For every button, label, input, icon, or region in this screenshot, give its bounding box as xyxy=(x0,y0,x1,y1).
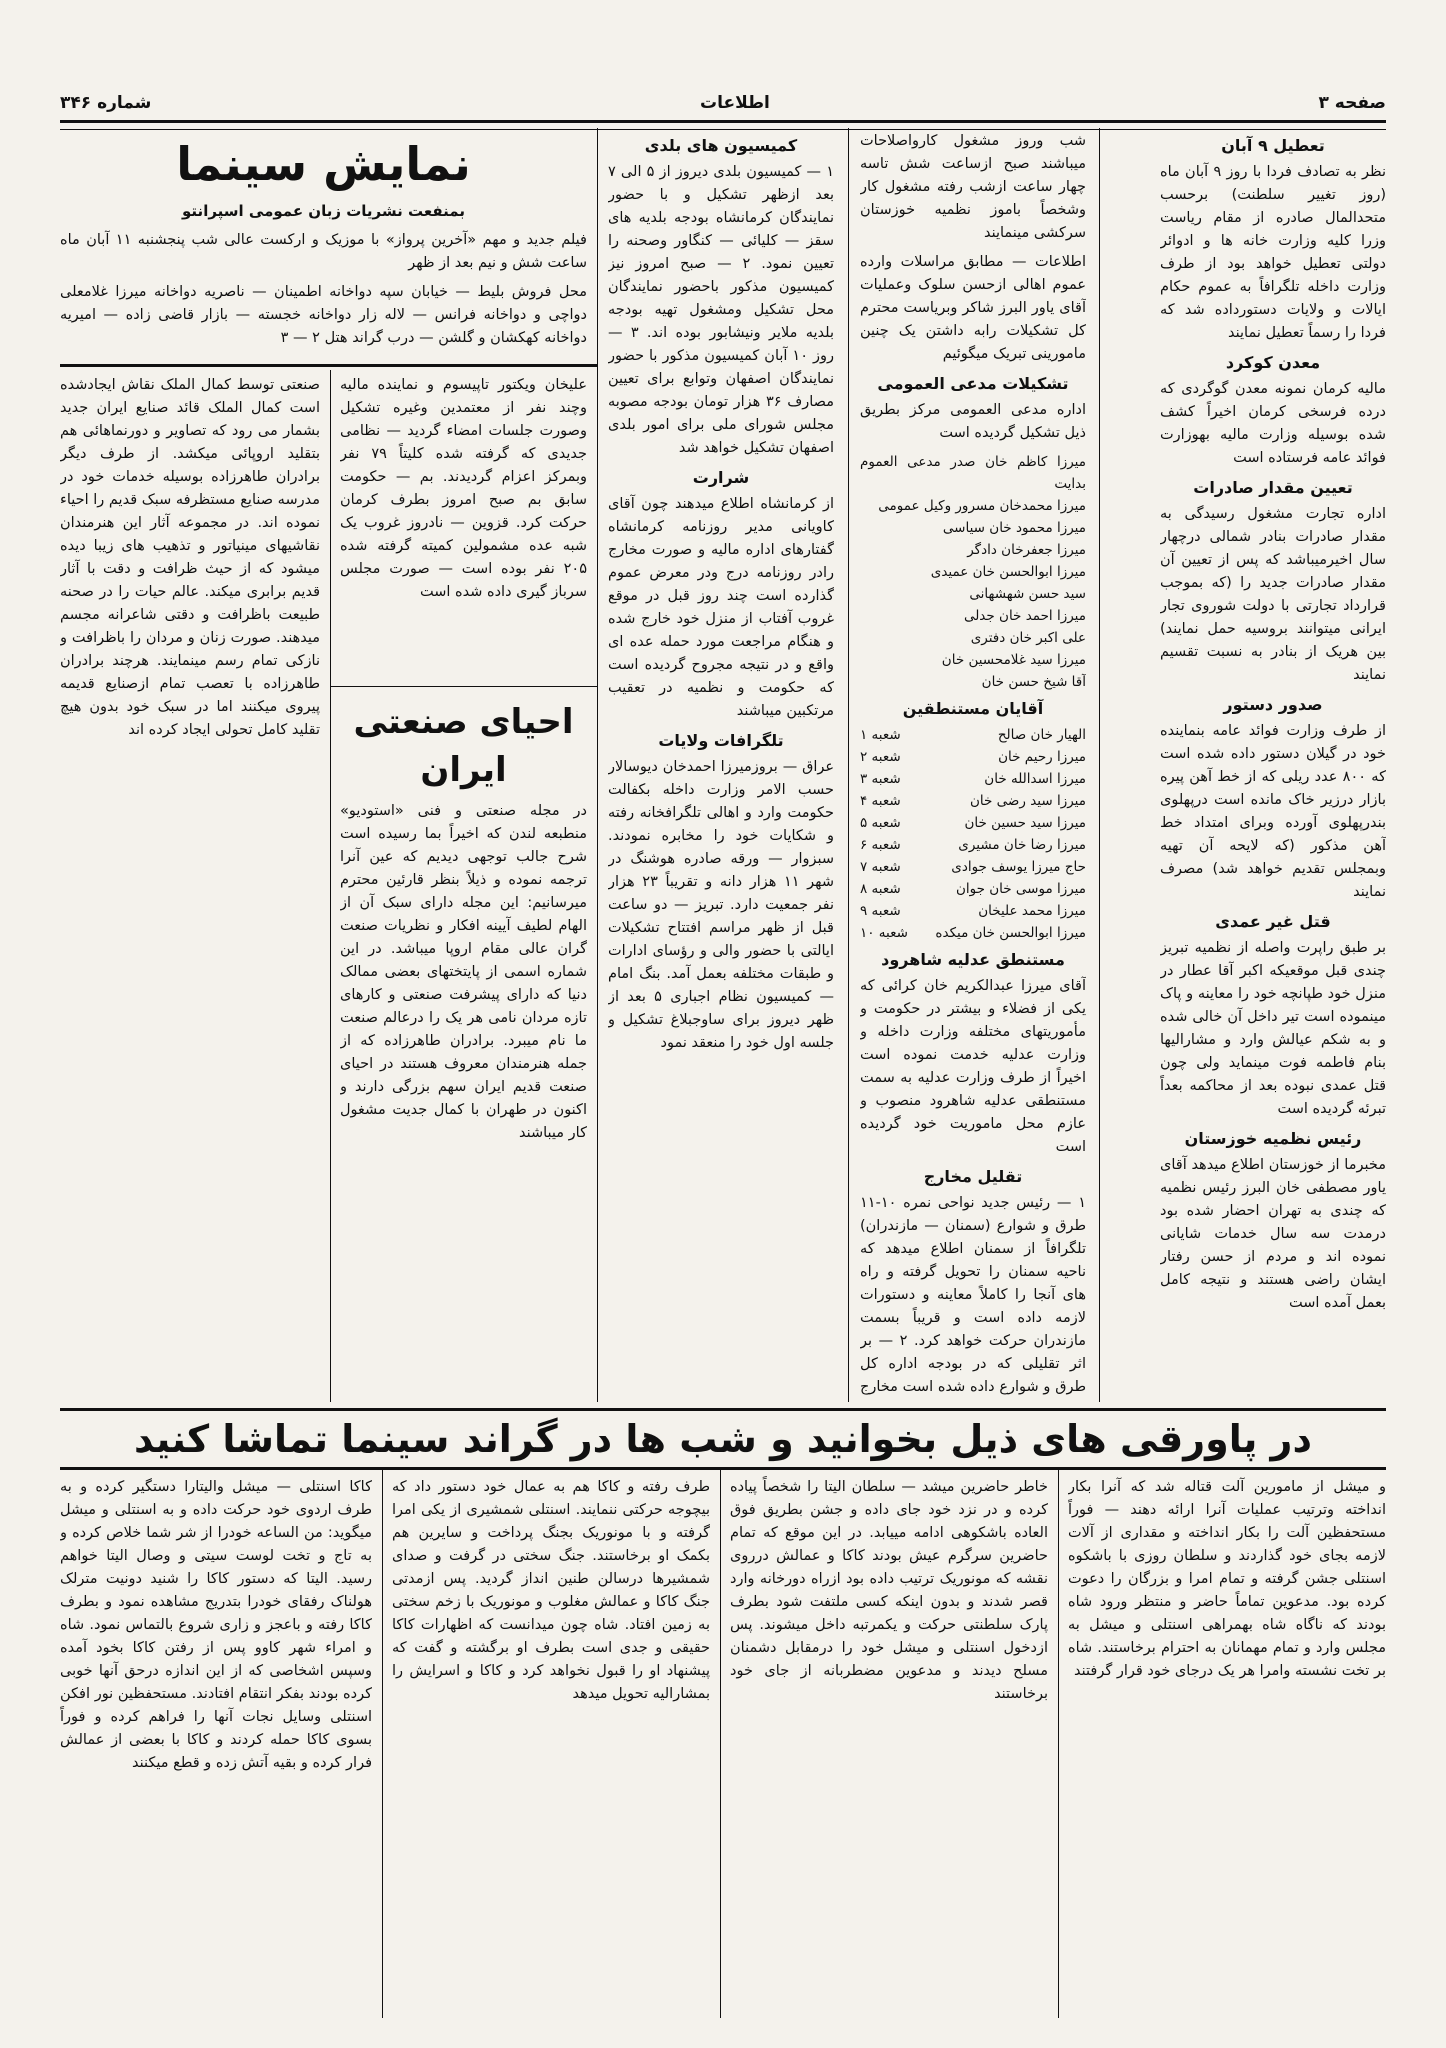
column-divider xyxy=(597,128,598,1402)
column-1 xyxy=(1160,130,1386,1400)
article-title: رئیس نظمیه خوزستان xyxy=(1184,1129,1362,1148)
section-divider xyxy=(330,686,597,687)
serial-column-1 xyxy=(1068,1476,1386,2016)
column-divider xyxy=(382,1470,383,2018)
article-title: آقایان مستنطقین xyxy=(902,699,1044,718)
article-body: عراق — بروزمیرزا احمدخان دیوسالار حسب الامر وزارت داخله بکفالت حکومت وارد و اهالی تلگرافخانه رفته و شکایات خود را مخابره نمودند. سبزوار — ورقه صادره هوشنگ در شهر ۱۱ هزار دانه و تقریباً ۲۳ هزار نفر جمعیت دارد. تبریز — دو ساعت قبل از ظهر مراسم افتتاح تشکیلات ایالتی با حضور والی و رؤسای ادارات و طبقات مختلفه بعمل آمد. بنگ امام — کمیسیون نظام اجباری ۵ بعد از ظهر دیروز برای ساوجبلاغ تشکیل و جلسه اول خود را منعقد نمود xyxy=(608,759,834,1051)
article-title: قتل غیر عمدی xyxy=(1215,912,1331,931)
article-body: خاطر حاضرین میشد — سلطان الیتا را شخصاً پیاده کرده و در نزد خود جای داده و جشن بطریق فوق العاده باشکوهی ادامه مییابد. در این موقع که تمام حاضرین سرگرم عیش بودند کاکا و عمالش درروی نقشه که مونوریک ترتیب داده بود ازراه دورخانه وارد قصر شدند و بدون اینکه کسی ملتفت شود بطرف پارک سلطنتی حرکت و یکمرتبه داخل میشوند. پس ازدخول اسنتلی و میشل خود را درمقابل دشمنان مسلح دیدند و مدعوین مضطربانه از جای خود برخاستند xyxy=(730,1479,1048,1702)
newspaper-name: اطلاعات xyxy=(700,93,770,113)
article-body: و میشل از مامورین آلت قتاله شد که آنرا بکار انداخته وترتیب عملیات آنرا ارائه دهند — فوراً مستحفظین آلت را بکار انداخته و مقداری از آلات لازمه بجای خود گذاردند و سلطان روزی با باشکوه اسنتلی جشن گرفته و تمام امرا و بزرگان را دعوت کرده بود. مدعوین تماماً حاضر و منتظر ورود شاه بودند که ناگاه شاه بهمراهی اسنتلی و میشل به مجلس وارد و تمام مهمانان به احترام برخاستند. شاه بر تخت نشسته وامرا هر یک درجای خود قرار گرفتند xyxy=(1068,1479,1386,1679)
article-title: تشکیلات مدعی العمومی xyxy=(877,374,1069,393)
column-2 xyxy=(860,130,1086,1400)
article-body: اداره مدعی العمومی مرکز بطریق ذیل تشکیل گردیده است xyxy=(860,402,1086,441)
list-item: الهیار خان صالح شعبه ۱ xyxy=(860,727,1086,743)
article-body: از طرف وزارت فوائد عامه بنماینده خود در گیلان دستور داده شده است که ۸۰۰ عدد ریلی که از خط آهن پیره بازار درزیر خاک مانده است درپهلوی بندرپهلوی آورده وبرای امتداد خط آهن مذکور (که لایحه آن تهیه وبمجلس تقدیم خواهد شد) مصرف نمایند xyxy=(1160,723,1386,900)
article-body: صنعتی توسط کمال الملک نقاش ایجادشده است کمال الملک قائد صنایع ایران جدید بشمار می رود که تصاویر و دورنماهائی هم بتقلید اروپائی میکشد. از طرف دیگر برادران طاهرزاده بوسیله خدمات خود در مدرسه صنایع مستظرفه سبک قدیم را احیاء نموده اند. در مجموعه آثار این هنرمندان نقاشیهای مینیاتور و تذهیب های زیبا دیده میشود که از حیث ظرافت و دقت با آثار قدیم برابری میکند. عالم حیات را در صحنه طبیعت باظرافت و دقتی شاعرانه مجسم میدهند. صورت زنان و مردان را باظرافت و نازکی تمام رسم مینمایند. هرچند برادران طاهرزاده با تعصب تمام ازصنایع قدیمه پیروی میکنند اما در سبک خود بدون هیچ تقلید کامل تحولی ایجاد کرده اند xyxy=(60,377,320,738)
issue-number: شماره ۳۴۶ xyxy=(60,93,152,113)
article-body: طرف رفته و کاکا هم به عمال خود دستور داد که بیچوجه حرکتی ننمایند. اسنتلی شمشیری از یکی امرا گرفته و با مونوریک بجنگ پرداخت و سایرین هم بکمک او برخاستند. جنگ سختی در گرفت و صدای شمشیرها درسالن طنین انداز گردید. پس ازمدتی جنگ کاکا و عمالش مغلوب و مونوریک با زخم سختی به زمین افتاد. شاه چون میدانست که اظهارات کاکا حقیقی و جدی است بطرف او برگشته و گفت که پیشنهاد او را قبول نخواهد کرد و کاکا و اسرایش را بمشارالیه تحویل میدهد xyxy=(392,1479,710,1702)
article-title: تقلیل مخارج xyxy=(923,1167,1023,1186)
column-divider xyxy=(720,1470,721,2018)
column-5 xyxy=(60,374,320,1400)
article-title: کمیسیون های بلدی xyxy=(644,136,798,155)
column-divider xyxy=(1099,128,1100,1402)
cinema-ad xyxy=(60,130,587,358)
article-body: بر طبق راپرت واصله از نظمیه تبریز چندی قبل موقعیکه اکبر آقا عطار در منزل خود طپانچه خود را معاینه و پاک مینموده است تیر داخل آن خالی شده و به شکم عیالش وارد و مشارالیها بنام فاطمه فوت مینماید ولی چون قتل عمدی نبوده بعد از محاکمه بعداً تبرئه گردیده است xyxy=(1160,940,1386,1117)
list-item: میرزا ابوالحسن خان عمیدی xyxy=(930,564,1086,580)
article-body: مالیه کرمان نمونه معدن گوگردی که درده فرسخی کرمان اخیراً کشف شده بوسیله وزارت مالیه بهوزارت فوائد عامه فرستاده است xyxy=(1160,381,1386,466)
column-divider xyxy=(1058,1470,1059,2018)
article-title: شرارت xyxy=(692,468,750,487)
article-body: آقای میرزا عبدالکریم خان کرائی که یکی از فضلاء و بیشتر در حکومت و مأموریتهای مختلفه وزارت داخله و وزارت عدلیه خدمت نموده است اخیراً از طرف وزارت عدلیه به سمت مستنطقی عدلیه شاهرود منصوب و عازم محل ماموریت خود گردیده است xyxy=(860,978,1086,1155)
examiners-list xyxy=(860,724,1086,944)
list-item: میرزا اسدالله خان شعبه ۳ xyxy=(860,771,1086,787)
article-body: اطلاعات — مطابق مراسلات وارده عموم اهالی ازحسن سلوک وعملیات آقای یاور البرز شاکر وبریاست محترم کل تشکیلات رابه داشتن یک چنین مامورینی تبریک میگوئیم xyxy=(860,254,1086,362)
serial-column-4 xyxy=(60,1476,372,2016)
list-item: حاج میرزا یوسف جوادی شعبه ۷ xyxy=(860,859,1086,875)
column-divider xyxy=(848,128,849,1402)
article-body: ۱ — کمیسیون بلدی دیروز از ۵ الی ۷ بعد ازظهر تشکیل و با حضور نمایندگان کرمانشاه بودجه بلدیه های سقز — کلیائی — کنگاور وصحنه را تعیین نمود. ۲ — صبح امروز نیز کمیسیون مذکور باحضور نمایندگان محل تشکیل ومشغول تهیه بودجه بلدیه ملایر ونیشابور بوده اند. ۳ — روز ۱۰ آبان کمیسیون مذکور با حضور نمایندگان اصفهان وتوابع برای تعیین مصارف ۳۶ هزار تومان بودجه مصوبه مجلس شورای ملی برای امور بلدی اصفهان تشکیل خواهد شد xyxy=(608,164,834,456)
article-title: صدور دستور xyxy=(1223,695,1323,714)
serial-column-3 xyxy=(392,1476,710,2016)
list-item: میرزا رضا خان مشیری شعبه ۶ xyxy=(860,837,1086,853)
list-item: میرزا موسی خان جوان شعبه ۸ xyxy=(860,881,1086,897)
list-item: علی اکبر خان دفتری xyxy=(970,630,1086,646)
masthead-rule xyxy=(60,120,1386,130)
list-item: میرزا احمد خان جدلی xyxy=(963,608,1086,624)
column-4 xyxy=(340,374,587,674)
article-body: اداره تجارت مشغول رسیدگی به مقدار صادرات بنادر شمالی درچهار سال اخیرمیباشد که پس از تعیین آن مقدار صادرات جدید را (که بموجب قرارداد تجارتی با دولت شوروی تجار ایرانی میتوانند بروسیه حمل نمایند) بین هریک از بنادر به نسبت تقسیم نمایند xyxy=(1160,506,1386,683)
cinema-title: نمایش سینما xyxy=(176,137,471,191)
list-item: میرزا محمدخان مسرور وکیل عمومی xyxy=(878,498,1086,514)
article-body: نظر به تصادف فردا با روز ۹ آبان ماه (روز تغییر سلطنت) برحسب متحدالمال صادره از مقام ریاست وزرا کلیه وزارت خانه ها و ادوائر دولتی تعطیل خواهد بود از طرف وزارت داخله تلگرافاً به عموم حکام ایالات و ولایات دستورداده شد که فردا را رسماً تعطیل نمایند xyxy=(1160,164,1386,341)
article-body: در مجله صنعتی و فنی «استودیو» منطبعه لندن که اخیراً بما رسیده است شرح جالب توجهی دیدیم که عین آنرا ترجمه نموده و ذیلاً بنظر قارئین محترم میرسانیم: این مجله دارای سبک آن از الهام لطیف آیینه افکار و نظریات صنعت گران عالی مقام اروپا میباشد. در این شماره اسمی از پایتختهای بعضی ممالک دنیا که دارای پیشرفت صنعتی و کارهای تازه مردان نامی هر یک را درعالم صنعت ما نام میبرد. برادران طاهرزاده که از جمله هنرمندان معروف هستند در احیای صنعت قدیم ایران سهم بزرگی دارند و اکنون در طهران با کمال جدیت مشغول کار میباشند xyxy=(340,803,587,1141)
list-item: آقا شیخ حسن خان xyxy=(981,674,1086,690)
list-item: میرزا رحیم خان شعبه ۲ xyxy=(860,749,1086,765)
list-item: میرزا ابوالحسن خان میکده شعبه ۱۰ xyxy=(860,925,1086,941)
list-item: سید حسن شهشهانی xyxy=(969,586,1086,602)
staff-list xyxy=(860,451,1086,693)
article-title: تلگرافات ولایات xyxy=(658,731,784,750)
article-body: مخبرما از خوزستان اطلاع میدهد آقای یاور مصطفی خان البرز رئیس نظمیه که چندی به تهران احضار شده بود درمدت سه سال خدمات شایانی نموده اند و مردم از حسن رفتار ایشان راضی هستند و نتیجه کامل بعمل آمده است xyxy=(1160,1157,1386,1311)
list-item: میرزا کاظم خان صدر مدعی العموم بدایت xyxy=(860,454,1086,492)
revival-title: احیای صنعتی ایران xyxy=(353,702,574,790)
article-body: از کرمانشاه اطلاع میدهند چون آقای کاویانی مدیر روزنامه کرمانشاه گفتارهای اداره مالیه و صورت مخارج رادر روزنامه درج ودر معرض عموم گذارده است چند روز قبل در موقع غروب آفتاب از منزل خود خارج شده و هنگام مراجعت مورد حمله عده ای واقع و در نتیجه مجروح گردیده است که حکومت و نظمیه در تعقیب مرتکبین میباشند xyxy=(608,496,834,719)
list-item: میرزا محمود خان سیاسی xyxy=(942,520,1086,536)
serial-column-2 xyxy=(730,1476,1048,2016)
article-title: تعیین مقدار صادرات xyxy=(1193,478,1353,497)
column-divider xyxy=(330,370,331,1402)
article-body: شب وروز مشغول کارواصلاحات میباشند صبح ازساعت شش تاسه چهار ساعت ازشب رفته مشغول کار وشخصاً باموز نظمیه خوزستان سرکشی مینمایند xyxy=(860,133,1086,241)
article-body: کاکا اسنتلی — میشل والیتارا دستگیر کرده و به طرف اردوی خود حرکت داده و به اسنتلی و میشل میگوید: من الساعه خودرا از شر شما خلاص کرده و به تاج و تخت لوست سیتی و وصال الیتا خواهم رسید. الیتا که دستور کاکا را شنید دونیت مترلک هولناک رفقای خودرا بتدریج مشاهده نمود و بطرف کاکا رفته و باعجز و زاری شروع بالتماس نمود. شاه و امراء شهر کاوو پس از رفتن کاکا بخود آمده وسپس اشخاصی که از این اندازه درحق آنها خوبی کرده بودند بفکر انتقام افتادند. مستحفظین نور افکن اسنتلی وسایل نجات آنها را فراهم کرده و فوراً بسوی کاکا حمله کردند و کاکا با بعضی از عمالش فرار کرده و بقیه آتش زده و قطع میکنند xyxy=(60,1479,372,1771)
list-item: میرزا محمد علیخان شعبه ۹ xyxy=(860,903,1086,919)
article-title: مستنطق عدلیه شاهرود xyxy=(881,950,1065,969)
list-item: میرزا جعفرخان دادگر xyxy=(967,542,1086,558)
cinema-tickets: محل فروش بلیط — خیابان سپه دواخانه اطمینان — ناصریه دواخانه میرزا غلامعلی دواچی و دواخانه فرانس — لاله زار دواخانه خجسته — بازار قاضی زاده — امیریه دواخانه کهکشان و گلشن — درب گراند هتل ۲ — ۳ xyxy=(60,284,587,346)
article-title: تعطیل ۹ آبان xyxy=(1221,136,1325,155)
column-3 xyxy=(608,130,834,1400)
masthead xyxy=(60,88,1386,118)
cinema-subtitle: بمنفعت نشریات زبان عمومی اسپرانتو xyxy=(182,202,465,220)
article-title: معدن کوکرد xyxy=(1225,353,1321,372)
cinema-body: فیلم جدید و مهم «آخرین پرواز» با موزیک و ارکست عالی شب پنجشنبه ۱۱ آبان ماه ساعت شش و نیم بعد از ظهر xyxy=(60,232,587,271)
list-item: میرزا سید غلامحسین خان xyxy=(941,652,1086,668)
list-item: میرزا سید رضی خان شعبه ۴ xyxy=(860,793,1086,809)
list-item: میرزا سید حسین خان شعبه ۵ xyxy=(860,815,1086,831)
serial-banner: در پاورقی های ذیل بخوانید و شب ها در گراند سینما تماشا کنید xyxy=(60,1408,1386,1470)
page-number: صفحه ۳ xyxy=(1318,93,1386,113)
section-divider xyxy=(60,364,597,367)
revival-article xyxy=(340,694,587,1400)
article-body: ۱ — رئیس جدید نواحی نمره ۱۰-۱۱ طرق و شوارع (سمنان — مازندران) تلگرافاً از سمنان اطلاع میدهد که ناحیه سمنان را تحویل گرفته و راه های آنجا را کاملاً معاینه و دستورات لازمه داده است و قریباً بسمت مازندران حرکت خواهد کرد. ۲ — بر اثر تقلیلی که در بودجه اداره کل طرق و شوارع داده شده است مخارج xyxy=(860,1195,1086,1395)
article-body: علیخان ویکتور تاپیسوم و نماینده مالیه وچند نفر از معتمدین وغیره تشکیل وصورت جلسات امضاء گردید — نظامی جدیدی که گرفته شده کلیتاً ۷۹ نفر وبمرکز اعزام گردیدند. بم — حکومت سابق بم صبح امروز بطرف کرمان حرکت کرد. قزوین — نادروز غروب یک شبه عده مشمولین کمیته گرفته شده ۲۰۵ نفر بوده است — صورت مجلس سرباز گیری داده شده است xyxy=(340,377,587,600)
